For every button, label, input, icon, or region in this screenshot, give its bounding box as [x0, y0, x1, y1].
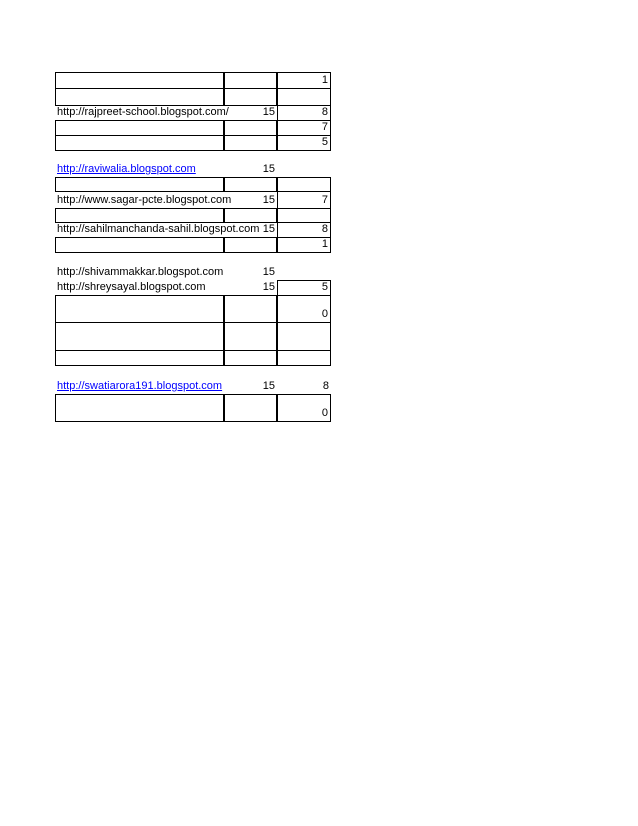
table-row — [55, 209, 331, 223]
score-cell[interactable]: 15 — [224, 192, 277, 209]
score-cell[interactable] — [224, 209, 277, 223]
url-link[interactable]: http://raviwalia.blogspot.com — [57, 163, 196, 175]
score-cell[interactable]: 15 — [262, 163, 275, 175]
value-cell[interactable] — [277, 151, 331, 177]
table-row — [55, 136, 331, 151]
url-cell[interactable]: http://shreysayal.blogspot.com — [57, 281, 206, 293]
score-cell[interactable]: 15 — [262, 266, 275, 278]
table-row — [55, 177, 331, 192]
url-cell[interactable] — [55, 394, 224, 422]
table-row — [55, 72, 331, 89]
table-row — [55, 253, 331, 280]
value-cell[interactable]: 1 — [277, 238, 331, 253]
score-cell[interactable] — [224, 121, 277, 136]
score-cell[interactable] — [224, 89, 277, 106]
score-cell[interactable]: 15 — [262, 281, 275, 293]
value-cell[interactable] — [277, 351, 331, 366]
value-cell[interactable]: 8 — [277, 223, 331, 238]
score-cell[interactable] — [224, 177, 277, 192]
score-cell[interactable] — [224, 295, 277, 323]
value-cell[interactable]: 0 — [277, 394, 331, 422]
url-cell[interactable] — [55, 136, 224, 151]
url-cell[interactable] — [55, 323, 224, 351]
url-link[interactable]: http://swatiarora191.blogspot.com — [57, 380, 223, 392]
value-cell[interactable]: 0 — [277, 295, 331, 323]
table-row — [55, 151, 331, 177]
table-row — [55, 192, 331, 209]
value-cell[interactable]: 7 — [277, 121, 331, 136]
value-cell[interactable]: 8 — [277, 106, 331, 121]
value-cell[interactable]: 5 — [277, 136, 331, 151]
table-row — [55, 351, 331, 366]
url-cell[interactable] — [55, 238, 224, 253]
value-cell[interactable] — [277, 209, 331, 223]
url-cell[interactable] — [55, 351, 224, 366]
value-cell[interactable] — [277, 323, 331, 351]
url-cell[interactable] — [55, 89, 224, 106]
score-cell[interactable] — [224, 323, 277, 351]
url-cell[interactable]: http://rajpreet-school.blogspot.com/ — [55, 106, 224, 121]
score-cell[interactable] — [224, 238, 277, 253]
table-row — [55, 295, 331, 323]
value-cell[interactable] — [277, 89, 331, 106]
table-row — [55, 280, 331, 295]
table-row — [55, 223, 331, 238]
url-cell[interactable] — [55, 209, 224, 223]
url-cell[interactable] — [55, 177, 224, 192]
score-cell[interactable] — [224, 394, 277, 422]
url-cell[interactable] — [55, 295, 224, 323]
score-cell[interactable] — [224, 136, 277, 151]
table-row — [55, 121, 331, 136]
url-cell[interactable] — [55, 72, 224, 89]
value-cell[interactable] — [277, 253, 331, 280]
score-cell[interactable]: 15 — [224, 106, 277, 121]
table-row — [55, 89, 331, 106]
table-row — [55, 323, 331, 351]
url-cell[interactable] — [55, 121, 224, 136]
score-cell[interactable] — [224, 351, 277, 366]
table-row — [55, 366, 331, 394]
score-cell[interactable]: 15 — [224, 223, 277, 238]
score-cell[interactable]: 15 — [262, 380, 275, 392]
table-row — [55, 238, 331, 253]
url-cell[interactable]: http://sahilmanchanda-sahil.blogspot.com — [55, 223, 224, 238]
value-cell[interactable]: 8 — [322, 380, 329, 392]
score-cell[interactable] — [224, 72, 277, 89]
table-row — [55, 394, 331, 422]
value-cell[interactable]: 7 — [277, 192, 331, 209]
url-cell[interactable]: http://www.sagar-pcte.blogspot.com — [55, 192, 224, 209]
value-cell[interactable] — [277, 177, 331, 192]
table-row — [55, 106, 331, 121]
value-cell[interactable]: 1 — [277, 72, 331, 89]
value-cell[interactable]: 5 — [277, 280, 331, 295]
url-cell[interactable]: http://shivammakkar.blogspot.com — [57, 266, 224, 278]
